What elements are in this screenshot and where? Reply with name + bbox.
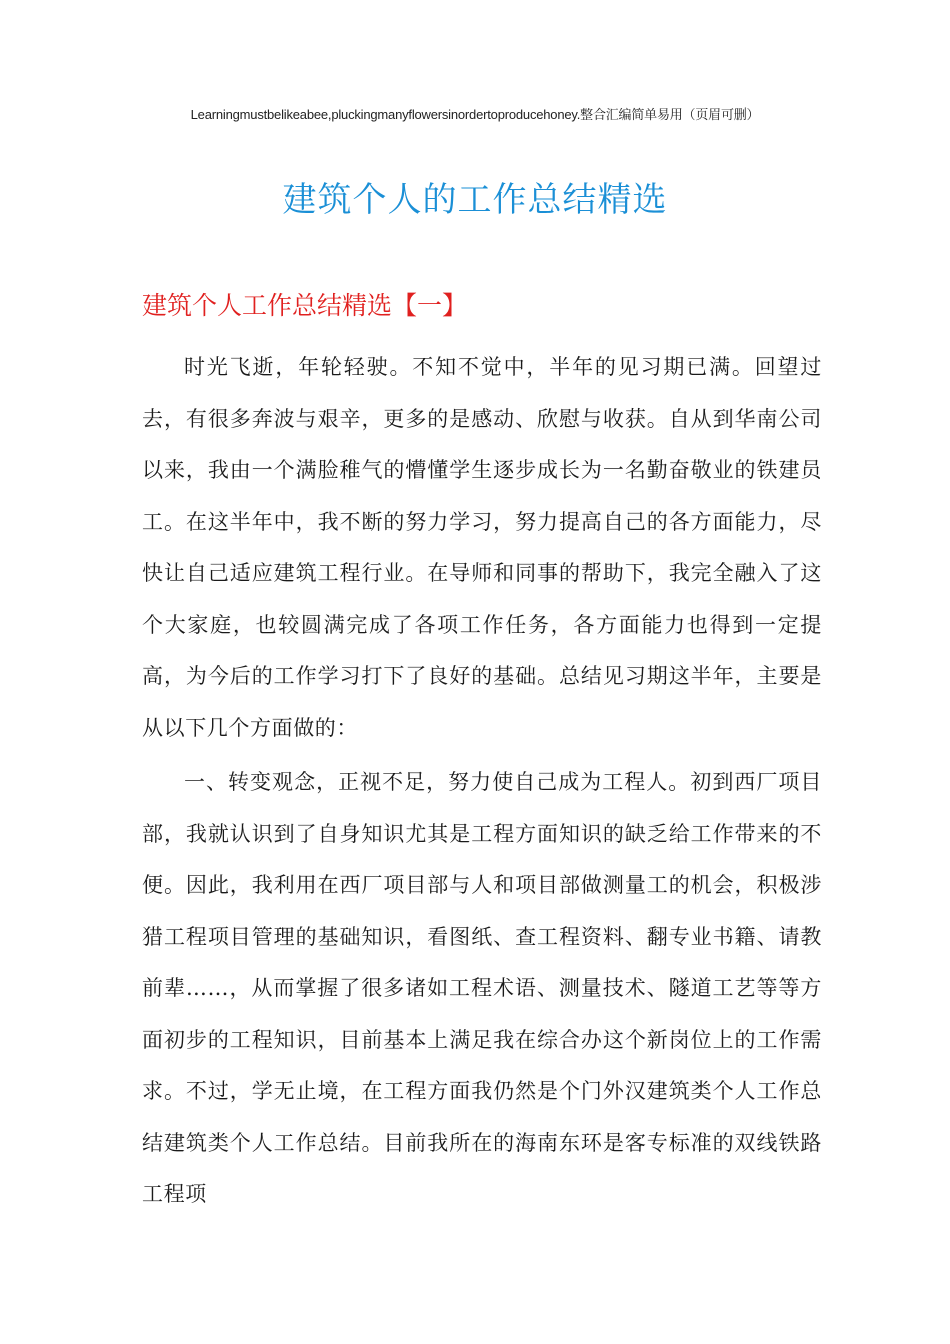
header-note: Learningmustbelikeabee,pluckingmanyflowersinordertoproducehoney.整合汇编简单易用（页眉可删）	[190, 107, 760, 122]
document-title: 建筑个人的工作总结精选	[282, 180, 668, 220]
paragraph-2: 一、转变观念，正视不足，努力使自己成为工程人。初到西厂项目部，我就认识到了自身知识尤其是工程方面知识的缺乏给工作带来的不便。因此，我利用在西厂项目部与人和项目部做测量工的机会，积极涉猎工程项目管理的基础知识，看图纸、查工程资料、翻专业书籍、请教前辈……，从而掌握了很多诸如工程术语、测量技术、隧道工艺等等方面初步的工程知识，目前基本上满足我在综合办这个新岗位上的工作需求。不过，学无止境，在工程方面我仍然是个门外汉建筑类个人工作总结建筑类个人工作总结。目前我所在的海南东环是客专标准的双线铁路工程项	[142, 770, 822, 1206]
paragraph-1: 时光飞逝，年轮轻驶。不知不觉中，半年的见习期已满。回望过去，有很多奔波与艰辛，更多的是感动、欣慰与收获。自从到华南公司以来，我由一个满脸稚气的懵懂学生逐步成长为一名勤奋敬业的铁建员工。在这半年中，我不断的努力学习，努力提高自己的各方面能力，尽快让自己适应建筑工程行业。在导师和同事的帮助下，我完全融入了这个大家庭，也较圆满完成了各项工作任务，各方面能力也得到一定提高，为今后的工作学习打下了良好的基础。总结见习期这半年，主要是从以下几个方面做的：	[142, 355, 822, 740]
section-heading: 建筑个人工作总结精选【一】	[142, 291, 468, 320]
